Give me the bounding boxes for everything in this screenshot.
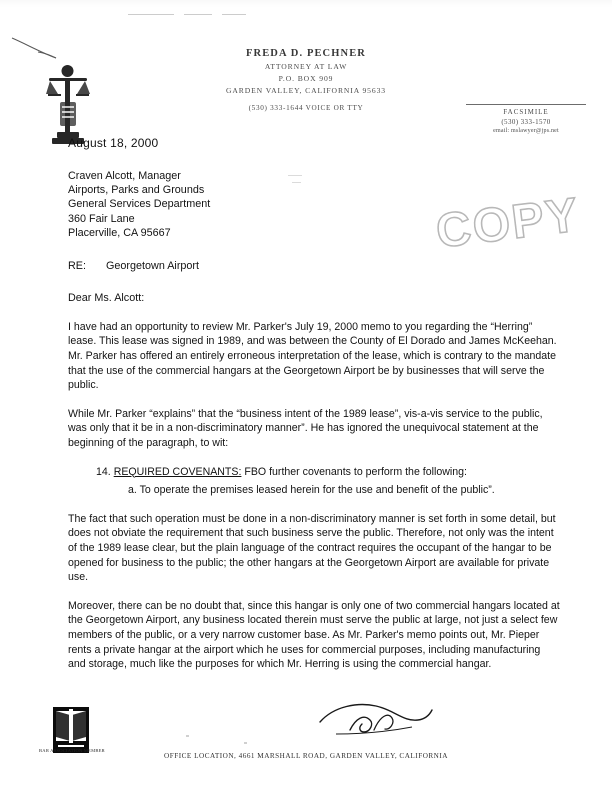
- body-paragraph: While Mr. Parker “explains” that the “business intent of the 1989 lease”, vis-a-vis service to the public, was only that it be in a non-discriminatory manner”. He has ignored the unequivocal statement at the beginning of the paragraph, to wit:: [68, 407, 543, 449]
- fax-block-divider: [466, 104, 586, 105]
- bar-association-caption: BAR ASSOCIATION MEMBER: [39, 748, 105, 753]
- letter-date: August 18, 2000: [68, 136, 159, 150]
- letter-body: [68, 136, 560, 686]
- scan-artifact-mark: [244, 742, 247, 744]
- copy-watermark: COPY: [433, 188, 583, 259]
- re-label: RE:: [68, 259, 86, 272]
- fax-number: (530) 333-1570: [501, 118, 551, 126]
- email-address: email: mslawyer@jps.net: [493, 128, 559, 134]
- recipient-line: Craven Alcott, Manager: [68, 169, 181, 182]
- body-paragraph: The fact that such operation must be done in a non-discriminatory manner is set forth in some detail, but does not obviate the requirement that such business serve the public. Therefore, not only was the intent of the 1989 lease clear, but the plain language of the contract requires the occupant of the hangar to be opened for business to the public; the other hangars at the Georgetown Airport are available for private use.: [68, 512, 556, 584]
- quote-sub-text: To operate the premises leased herein for the use and benefit of the public”.: [139, 484, 495, 497]
- quote-number: 14.: [96, 465, 111, 478]
- quote-sub-label: a.: [128, 484, 137, 497]
- re-line: [68, 259, 560, 274]
- recipient-line: 360 Fair Lane: [68, 212, 135, 225]
- bar-association-logo-icon: [52, 706, 90, 754]
- attorney-phone: (530) 333-1644 VOICE OR TTY: [248, 104, 364, 112]
- recipient-line: General Services Department: [68, 198, 211, 211]
- fax-label: FACSIMILE: [503, 108, 549, 116]
- attorney-city-state: GARDEN VALLEY, CALIFORNIA 95633: [226, 86, 386, 95]
- body-paragraph: Moreover, there can be no doubt that, since this hangar is only one of two commercial hangars located at the Georgetown Airport, any business located therein must serve the public at large, not just a select few members of the public, or a very narrow customer base. As Mr. Parker's memo points out, Mr. Pieper rents a private hangar at the airport which he uses for commercial purposes, including manufacturing and storage, much like the purposes for which Mr. Herring is using the commercial hangar.: [68, 599, 560, 671]
- recipient-address: [68, 169, 560, 241]
- scan-edge: [0, 0, 612, 14]
- fax-block: [460, 108, 592, 134]
- scan-artifact-mark: [128, 14, 174, 15]
- handwritten-signature: [316, 700, 436, 740]
- quote-text: FBO further covenants to perform the following:: [241, 465, 467, 478]
- re-subject: Georgetown Airport: [106, 259, 200, 272]
- letterhead: [0, 48, 612, 112]
- quoted-covenant-subitem: [68, 483, 560, 498]
- quote-heading: REQUIRED COVENANTS:: [113, 465, 242, 478]
- attorney-name: FREDA D. PECHNER: [246, 48, 366, 59]
- recipient-line: Placerville, CA 95667: [68, 227, 171, 240]
- attorney-title: ATTORNEY AT LAW: [264, 62, 348, 71]
- salutation: Dear Ms. Alcott:: [68, 292, 145, 305]
- attorney-po-box: P.O. BOX 909: [278, 74, 334, 83]
- scan-artifact-mark: [186, 735, 189, 737]
- scan-artifact-mark: [222, 14, 246, 15]
- office-location-footer: OFFICE LOCATION, 4661 MARSHALL ROAD, GARDEN VALLEY, CALIFORNIA: [164, 752, 448, 760]
- recipient-line: Airports, Parks and Grounds: [68, 184, 205, 196]
- scan-artifact-mark: [184, 14, 212, 15]
- quoted-covenant-line: [68, 465, 560, 480]
- body-paragraph: I have had an opportunity to review Mr. Parker's July 19, 2000 memo to you regarding the “Herring” lease. This lease was signed in 1989, and was between the County of El Dorado and James McKeehan. Mr. Parker has offered an entirely erroneous interpretation of the lease, which is contrary to the mandate that the use of the commercial hangars at the Georgetown Airport be by businesses that will serve the public.: [68, 320, 557, 392]
